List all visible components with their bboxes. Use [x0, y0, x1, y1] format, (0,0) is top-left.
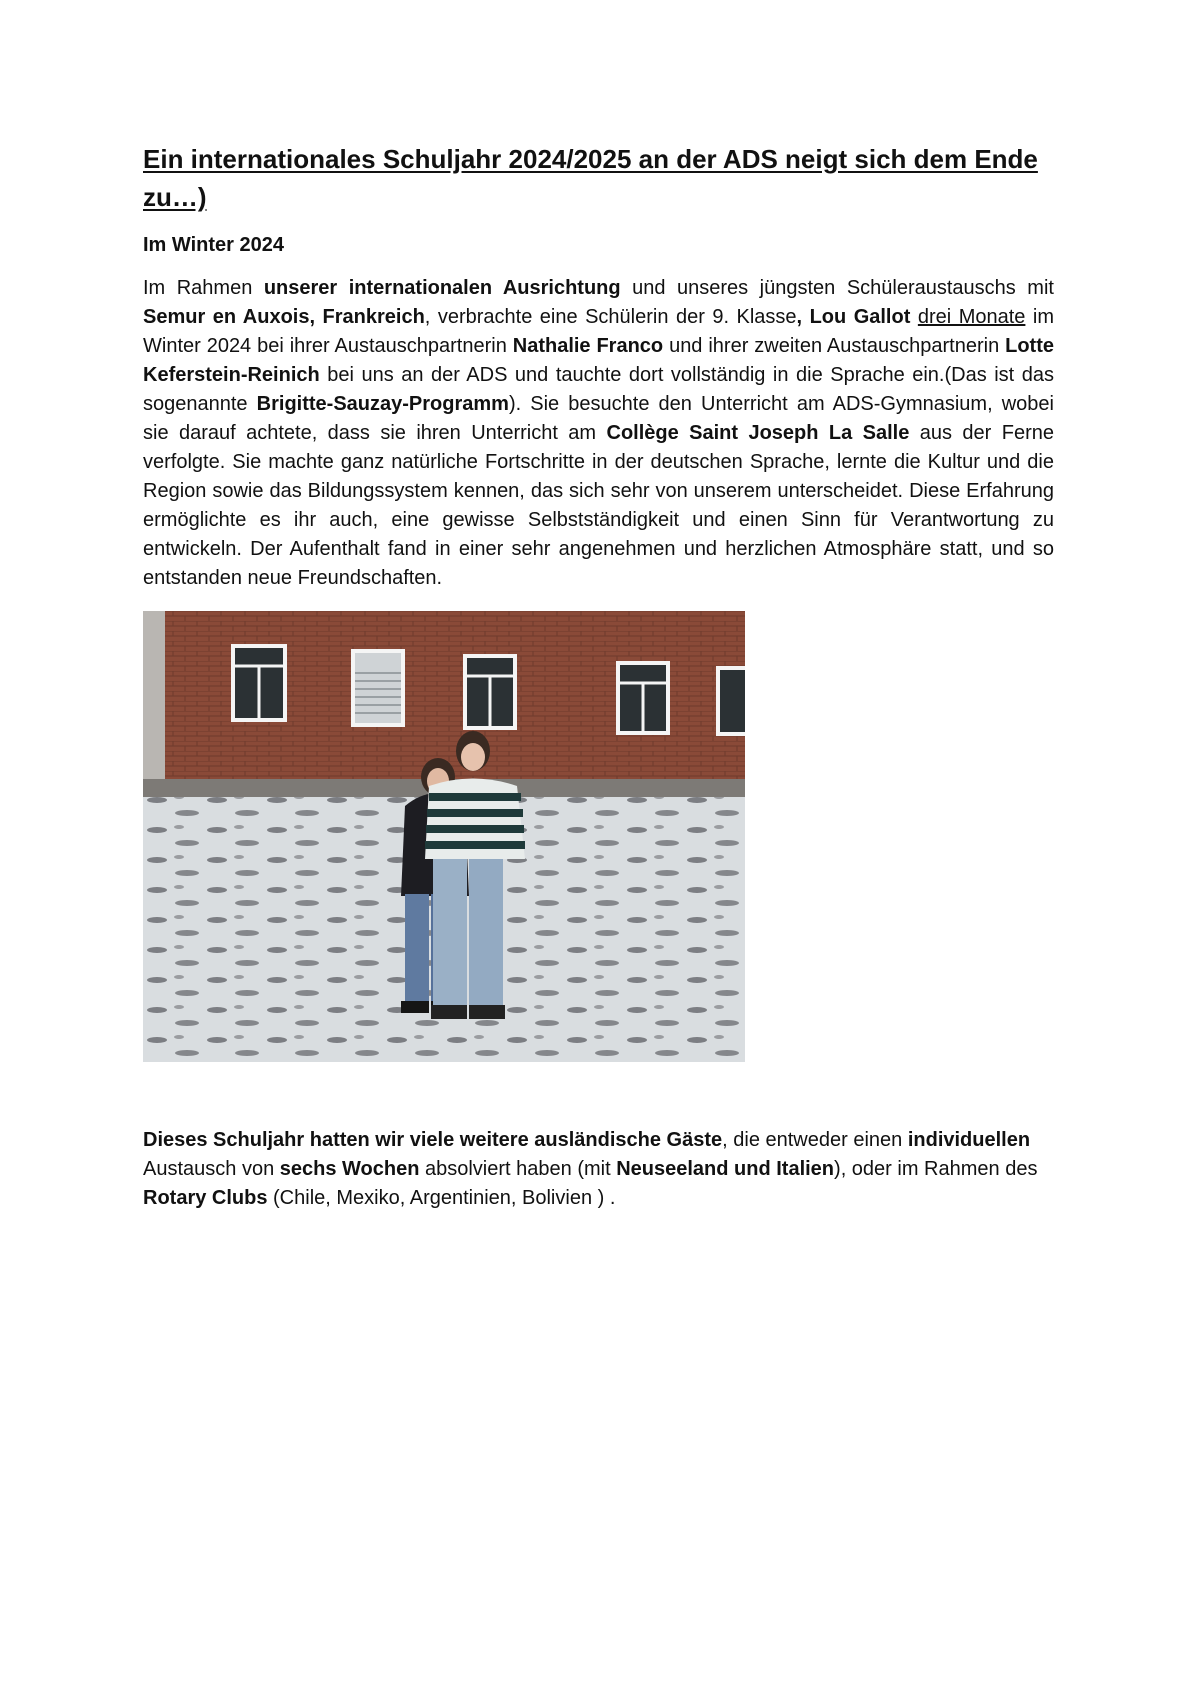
- document-content: [143, 140, 1054, 1213]
- text-run-underlined: drei Monate: [917, 306, 1026, 328]
- text-run-bold: Neuseeland und Italien: [616, 1158, 835, 1180]
- text-run-bold: , Lou Gallot: [796, 306, 911, 328]
- text-run-bold: unserer internationalen Ausrichtung: [263, 277, 621, 299]
- text-run: und unseres jüngsten Schüleraustauschs mit: [620, 277, 1054, 299]
- text-run: (Chile, Mexiko, Argentinien, Bolivien ) .: [267, 1187, 616, 1209]
- building-edge: [143, 611, 165, 796]
- text-run: im Winter 2024 bei ihrer Austauschpartnerin: [143, 306, 1054, 357]
- text-run: und ihrer zweiten Austauschpartnerin: [663, 335, 1006, 357]
- text-run-bold: Semur en Auxois, Frankreich: [143, 306, 425, 328]
- text-run: [910, 306, 917, 328]
- text-run-bold: Collège Saint Joseph La Salle: [606, 422, 910, 444]
- exchange-students-photo: [143, 611, 745, 1062]
- text-run: , die entweder einen: [722, 1129, 908, 1151]
- text-run: , verbrachte eine Schülerin der 9. Klasse: [424, 306, 797, 328]
- text-run: bei uns an der ADS und tauchte dort vollständig in die Sprache ein.(Das ist das sogenannte: [143, 364, 1054, 415]
- text-run-bold: Brigitte-Sauzay-Programm: [256, 393, 509, 415]
- text-run-bold: Nathalie Franco: [512, 335, 664, 357]
- text-run: aus der Ferne verfolgte. Sie machte ganz natürliche Fortschritte in der deutschen Sprache, lernte die Kultur und die Region sowie das Bildungssystem kennen, das sich sehr von unserem unterscheidet. Diese Erfahrung ermöglichte es ihr auch, eine gewisse Selbstständigkeit und einen Sinn für Verantwortung zu entwickeln. Der Aufenthalt fand in einer sehr angenehmen und herzlichen Atmosphäre statt, und so entstanden neue Freundschaften.: [143, 422, 1054, 589]
- text-run-bold: Rotary Clubs: [143, 1187, 268, 1209]
- page-title: Ein internationales Schuljahr 2024/2025 an der ADS neigt sich dem Ende zu…): [143, 144, 1038, 212]
- text-run-bold: sechs Wochen: [279, 1158, 420, 1180]
- text-run: ). Sie besuchte den Unterricht am ADS-Gymnasium, wobei sie darauf achtete, dass sie ihren Unterricht am: [143, 393, 1054, 444]
- text-run-bold: individuellen: [907, 1129, 1031, 1151]
- text-run-bold: Dieses Schuljahr hatten wir viele weitere ausländische Gäste: [143, 1129, 723, 1151]
- paragraph-guests: [143, 1126, 1054, 1213]
- text-run: ), oder im Rahmen des: [834, 1158, 1038, 1180]
- text-run: Im Rahmen: [143, 277, 264, 299]
- text-run-bold: Lotte Keferstein-Reinich: [143, 335, 1055, 386]
- text-run: absolviert haben (mit: [419, 1158, 617, 1180]
- text-run: Austausch von: [143, 1158, 280, 1180]
- section-subtitle: Im Winter 2024: [143, 234, 284, 256]
- paragraph-winter-exchange: [143, 274, 1054, 593]
